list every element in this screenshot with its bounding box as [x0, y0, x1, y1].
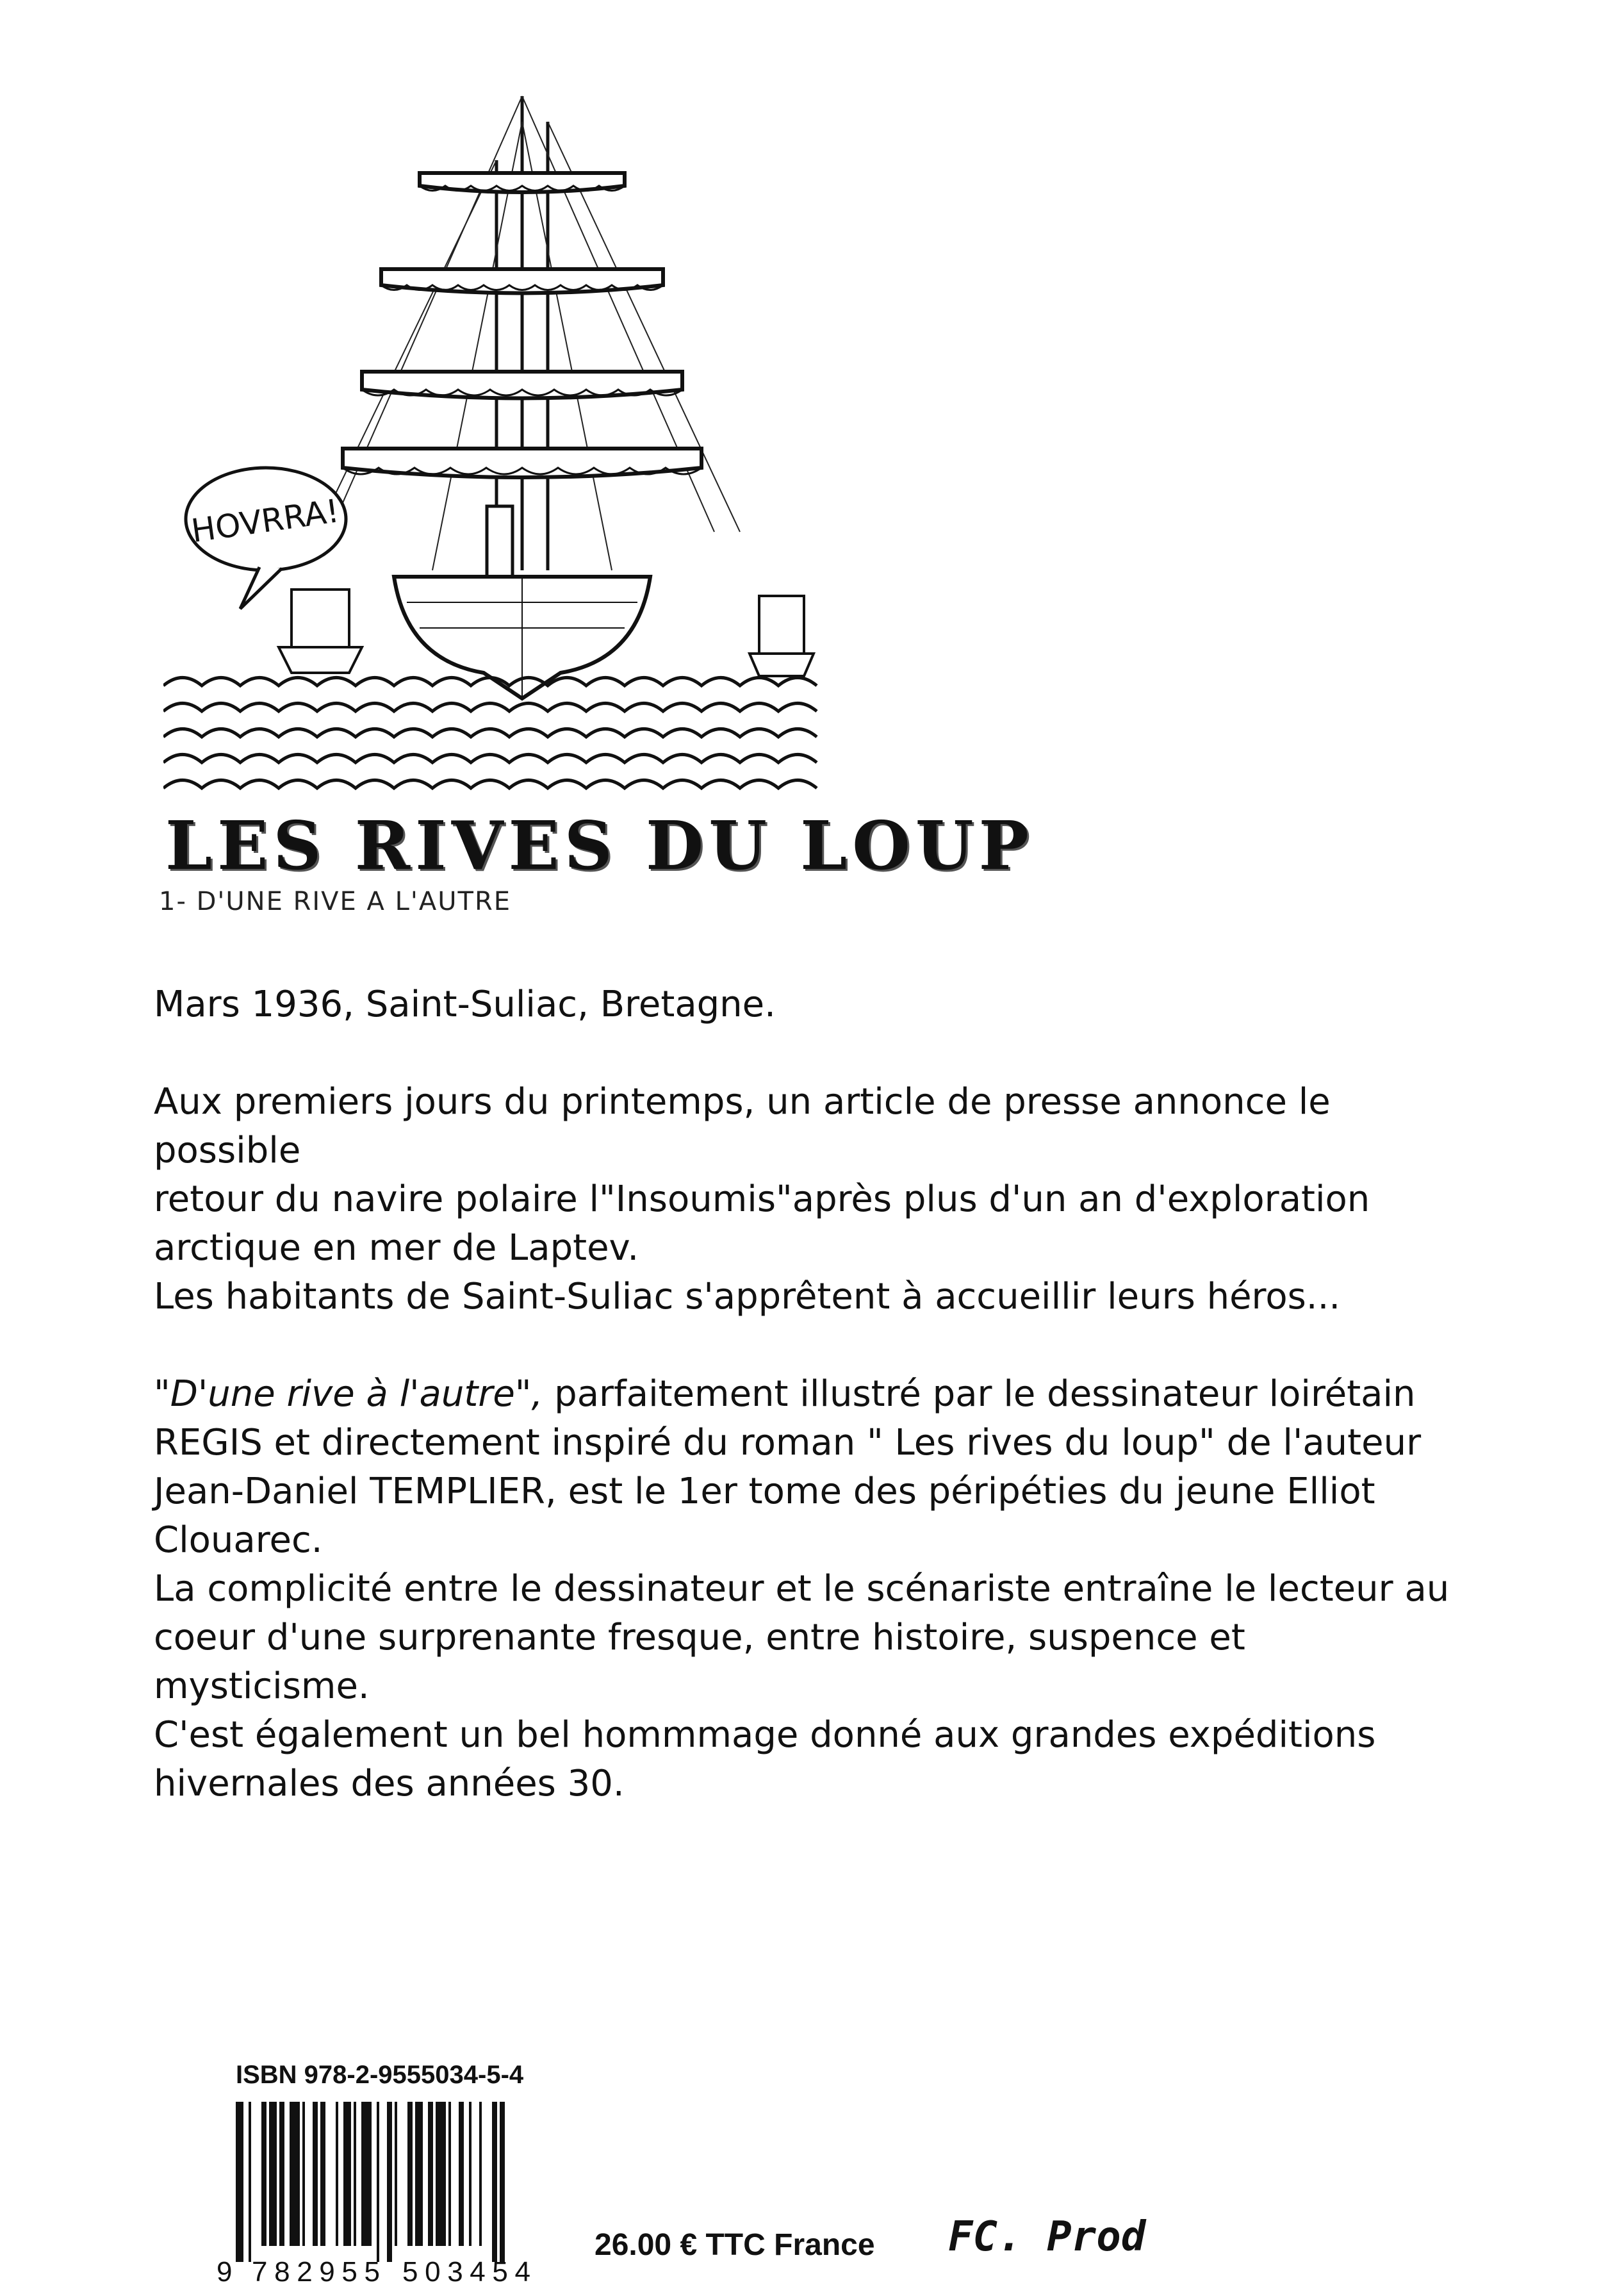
barcode-group1: 782955: [252, 2256, 380, 2288]
barcode-bar: [436, 2102, 446, 2246]
blurb-line: retour du navire polaire l"Insoumis"après plus d'un an d'exploration: [154, 1178, 1370, 1220]
speech-bubble: [186, 468, 346, 609]
blurb-line: arctique en mer de Laptev.: [154, 1227, 639, 1269]
sailing-ship-illustration: [163, 83, 830, 801]
barcode-bar: [354, 2102, 356, 2246]
small-boat-left: [279, 590, 362, 673]
barcode-bar: [269, 2102, 277, 2246]
funnel: [487, 506, 513, 577]
speech-bubble-text: HOVRRA!: [189, 492, 341, 550]
book-title: LES RIVES DU LOUP: [165, 806, 1034, 885]
place-date-line: Mars 1936, Saint-Suliac, Bretagne.: [154, 984, 776, 1025]
barcode-bar: [387, 2102, 392, 2262]
blurb-line: Jean-Daniel TEMPLIER, est le 1er tome des péripéties du jeune Elliot: [154, 1471, 1375, 1512]
blurb-line: Les habitants de Saint-Suliac s'apprêtent à accueillir leurs héros...: [154, 1276, 1341, 1317]
blurb-line: hivernales des années 30.: [154, 1763, 625, 1804]
back-cover-blurb: [154, 980, 1461, 1808]
blurb-line: La complicité entre le dessinateur et le scénariste entraîne le lecteur au: [154, 1568, 1450, 1610]
barcode-bar: [279, 2102, 284, 2246]
barcode-bar: [500, 2102, 505, 2262]
barcode-group2: 503454: [402, 2256, 530, 2288]
blurb-line: [154, 1370, 1461, 1419]
barcode-bar: [415, 2102, 423, 2246]
barcode-bar: [407, 2102, 413, 2246]
blurb-line-rest: parfaitement illustré par le dessinateur loirétain: [543, 1373, 1416, 1415]
barcode-bar: [361, 2102, 372, 2246]
barcode-bar: [236, 2102, 243, 2262]
barcode-bar: [336, 2102, 338, 2246]
barcode-bar: [249, 2102, 251, 2262]
barcode-bar: [492, 2102, 497, 2262]
barcode-bar: [479, 2102, 482, 2246]
barcode-bar: [320, 2102, 325, 2246]
blurb-line: Aux premiers jours du printemps, un article de presse annonce le possible: [154, 1081, 1331, 1171]
blurb-line: REGIS et directement inspiré du roman " Les rives du loup" de l'auteur: [154, 1422, 1422, 1464]
blurb-line: coeur d'une surprenante fresque, entre histoire, suspence et mysticisme.: [154, 1617, 1245, 1707]
sea-waves: [163, 678, 817, 789]
book-subtitle: 1- D'UNE RIVE A L'AUTRE: [159, 887, 512, 916]
barcode-bar: [448, 2102, 451, 2246]
small-boat-right: [750, 596, 814, 676]
barcode-bar: [343, 2102, 351, 2246]
barcode-bar: [469, 2102, 472, 2246]
barcode-bar: [313, 2102, 318, 2246]
isbn-label: ISBN 978-2-9555034-5-4: [236, 2061, 524, 2089]
isbn-barcode: [217, 2102, 562, 2288]
blurb-line: Clouarec.: [154, 1519, 323, 1561]
barcode-bar: [428, 2102, 433, 2246]
barcode-lead-digit: 9: [217, 2256, 233, 2288]
barcode-bar: [395, 2102, 397, 2246]
barcode-bar: [261, 2102, 267, 2246]
barcode-bar: [290, 2102, 300, 2246]
barcode-bar: [302, 2102, 305, 2246]
barcode-bar: [459, 2102, 464, 2246]
blurb-book-title: "D'une rive à l'autre",: [154, 1373, 543, 1415]
publisher-name: FC. Prod: [948, 2213, 1146, 2261]
blurb-line: C'est également un bel hommmage donné aux grandes expéditions: [154, 1714, 1376, 1756]
price-label: 26.00 € TTC France: [595, 2228, 875, 2262]
barcode-bar: [377, 2102, 379, 2262]
